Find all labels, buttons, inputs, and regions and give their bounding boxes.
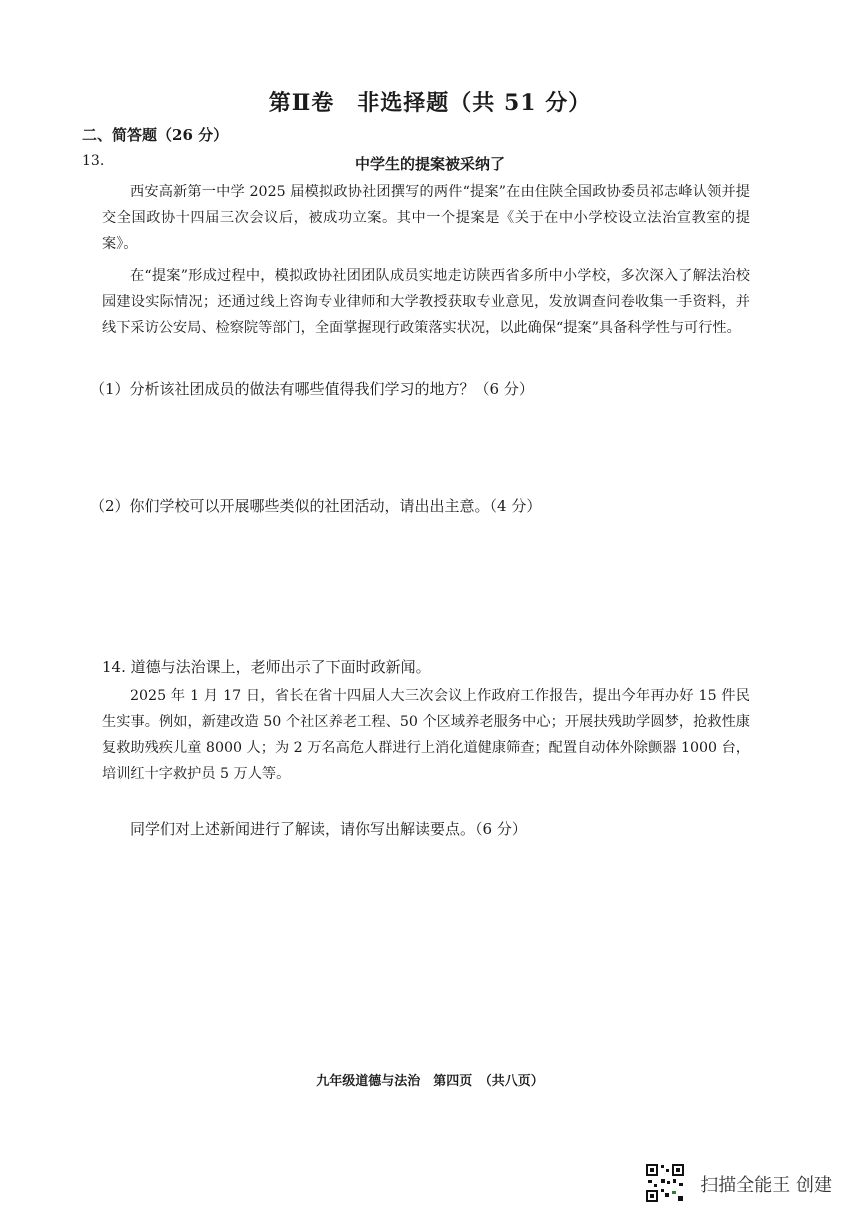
question-13-sub-1: （1）分析该社团成员的做法有哪些值得我们学习的地方？（6 分） — [90, 380, 534, 398]
question-14-question: 同学们对上述新闻进行了解读，请你写出解读要点。（6 分） — [130, 820, 527, 838]
qr-code-icon — [645, 1163, 685, 1203]
question-13-paragraph-1: 西安高新第一中学 2025 届模拟政协社团撰写的两件“提案”在由住陕全国政协委员祁志峰认领并提交全国政协十四届三次会议后，被成功立案。其中一个提案是《关于在中小学校设立法治宣教室的提案》。 — [102, 184, 750, 252]
page-footer: 九年级道德与法治 第四页 （共八页） — [316, 1074, 544, 1089]
question-14-intro: 14. 道德与法治课上，老师出示了下面时政新闻。 — [102, 658, 431, 676]
section-title: 第Ⅱ卷 非选择题（共 51 分） — [268, 90, 592, 116]
question-13-paragraph-2: 在“提案”形成过程中，模拟政协社团团队成员实地走访陕西省多所中小学校，多次深入了解法治校园建设实际情况；还通过线上咨询专业律师和大学教授获取专业意见，发放调查问卷收集一手资料，并线下采访公安局、检察院等部门，全面掌握现行政策落实状况，以此确保“提案”具备科学性与可行性。 — [102, 268, 750, 336]
section-heading: 二、简答题（26 分） — [82, 126, 229, 144]
question-13-sub-2: （2）你们学校可以开展哪些类似的社团活动，请出出主意。（4 分） — [90, 497, 542, 515]
question-14-paragraph: 2025 年 1 月 17 日，省长在省十四届人大三次会议上作政府工作报告，提出今年再办好 15 件民生实事。例如，新建改造 50 个社区养老工程、50 个区域养老服务中心；开展扶残助学圆梦，抢救性康复救助残疾儿童 8000 人；为 2 万名高危人群进行上消化道健康筛查；配置自动体外除颤器 1000 台，培训红十字救护员 5 万人等。 — [102, 688, 750, 782]
question-13-title: 中学生的提案被采纳了 — [354, 155, 505, 173]
watermark-text: 扫描全能王 创建 — [700, 1175, 832, 1196]
question-13-number: 13. — [82, 153, 105, 169]
